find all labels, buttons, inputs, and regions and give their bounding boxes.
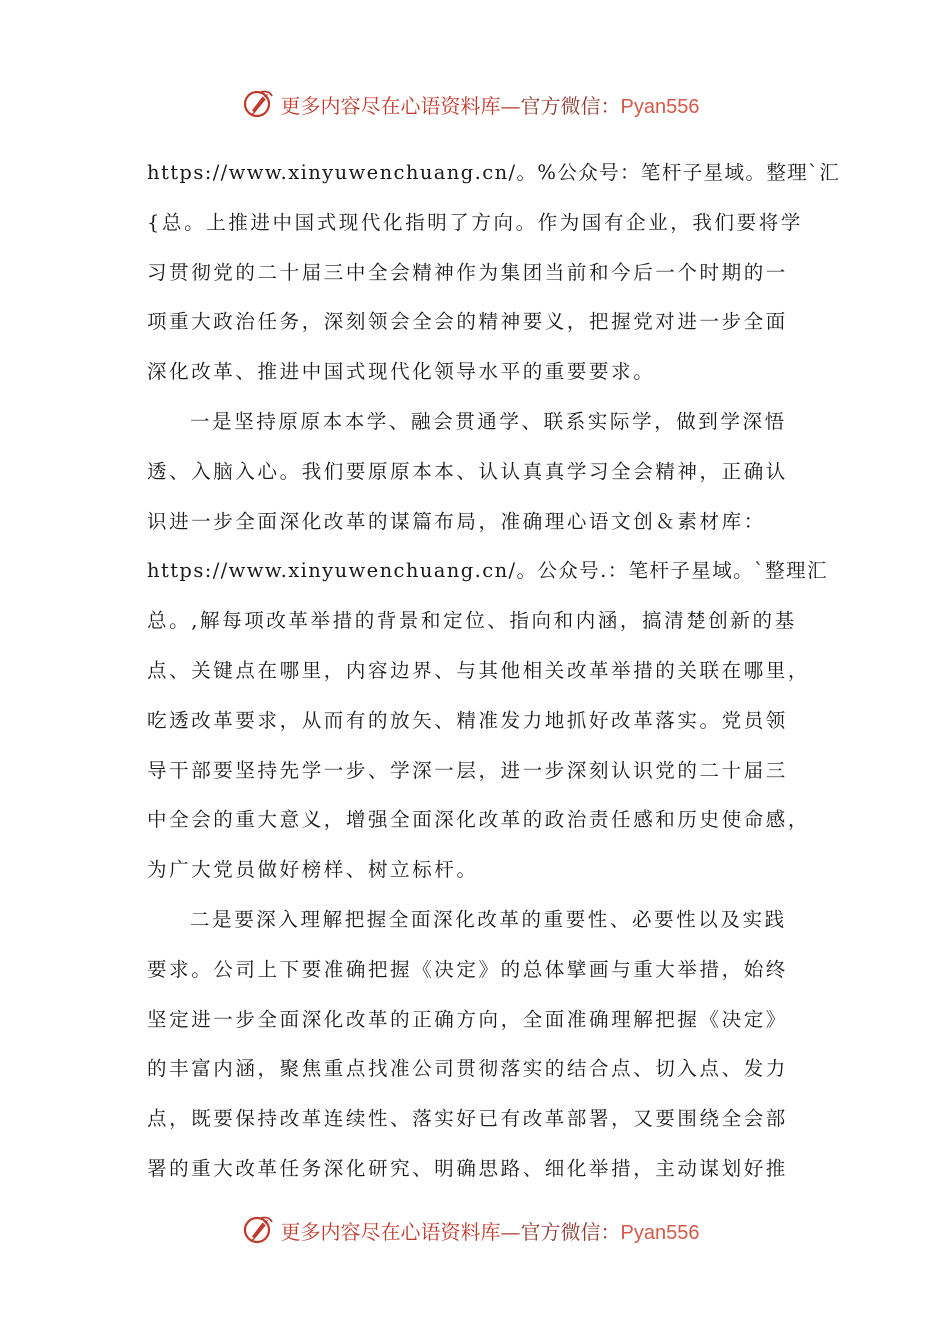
text-line: 吃透改革要求，从而有的放矢、精准发力地抓好改革落实。党员领 xyxy=(147,708,788,732)
text-line: https://www.xinyuwenchuang.cn/。%公众号：笔杆子星域。整理`汇 xyxy=(147,161,841,184)
text-line: 点、关键点在哪里，内容边界、与其他相关改革举措的关联在哪里， xyxy=(147,658,811,682)
text-line: 中全会的重大意义，增强全面深化改革的政治责任感和历史使命感， xyxy=(147,808,811,832)
text-line: 项重大政治任务，深刻领会全会的精神要义，把握党对进一步全面 xyxy=(147,310,788,334)
banner-title: 更多内容尽在心语资料库 xyxy=(280,1219,501,1244)
banner-separator: — xyxy=(500,93,521,118)
text-line: 要求。公司上下要准确把握《决定》的总体擘画与重大举措，始终 xyxy=(147,957,788,981)
header-banner xyxy=(0,84,950,124)
text-line: 习贯彻党的二十届三中全会精神作为集团当前和今后一个时期的一 xyxy=(147,260,788,284)
text-line: 导干部要坚持先学一步、学深一层，进一步深刻认识党的二十届三 xyxy=(147,758,788,782)
pen-nib-logo-icon xyxy=(241,86,277,122)
footer-banner xyxy=(0,1210,950,1250)
header-banner-content xyxy=(241,86,700,122)
text-line: https://www.xinyuwenchuang.cn/。公众号.：笔杆子星域。`整理汇 xyxy=(147,559,828,583)
header-banner-text xyxy=(281,90,700,119)
text-line: 点，既要保持改革连续性、落实好已有改革部署，又要围绕全会部 xyxy=(147,1107,788,1131)
banner-wechat-label: 官方微信： xyxy=(520,1219,621,1244)
footer-banner-content xyxy=(241,1212,700,1248)
text-line: 识进一步全面深化改革的谋篇布局，准确理心语文创＆素材库： xyxy=(147,509,766,533)
text-line: 坚定进一步全面深化改革的正确方向，全面准确理解把握《决定》 xyxy=(147,1007,788,1031)
banner-wechat-id: Pyan556 xyxy=(620,1221,700,1244)
text-line: 总。,解每项改革举措的背景和定位、指向和内涵，搞清楚创新的基 xyxy=(147,609,797,633)
banner-separator: — xyxy=(500,1219,521,1244)
paragraph-start-line: 二是要深入理解把握全面深化改革的重要性、必要性以及实践 xyxy=(190,907,787,931)
text-line: 的丰富内涵，聚焦重点找准公司贯彻落实的结合点、切入点、发力 xyxy=(147,1057,788,1081)
text-line: 为广大党员做好榜样、树立标杆。 xyxy=(147,858,479,882)
text-line: {总。上推进中国式现代化指明了方向。作为国有企业，我们要将学 xyxy=(147,210,803,234)
text-line: 透、入脑入心。我们要原原本本、认认真真学习全会精神，正确认 xyxy=(147,459,788,483)
paragraph-start-line: 一是坚持原原本本学、融会贯通学、联系实际学，做到学深悟 xyxy=(190,409,787,433)
banner-title: 更多内容尽在心语资料库 xyxy=(280,93,501,118)
footer-banner-text xyxy=(281,1216,700,1245)
text-line: 深化改革、推进中国式现代化领导水平的重要要求。 xyxy=(147,360,656,384)
pen-nib-logo-icon xyxy=(241,1212,277,1248)
banner-wechat-label: 官方微信： xyxy=(520,93,621,118)
document-body xyxy=(147,148,841,1194)
banner-wechat-id: Pyan556 xyxy=(620,95,700,118)
text-line: 署的重大改革任务深化研究、明确思路、细化举措，主动谋划好推 xyxy=(147,1156,788,1180)
